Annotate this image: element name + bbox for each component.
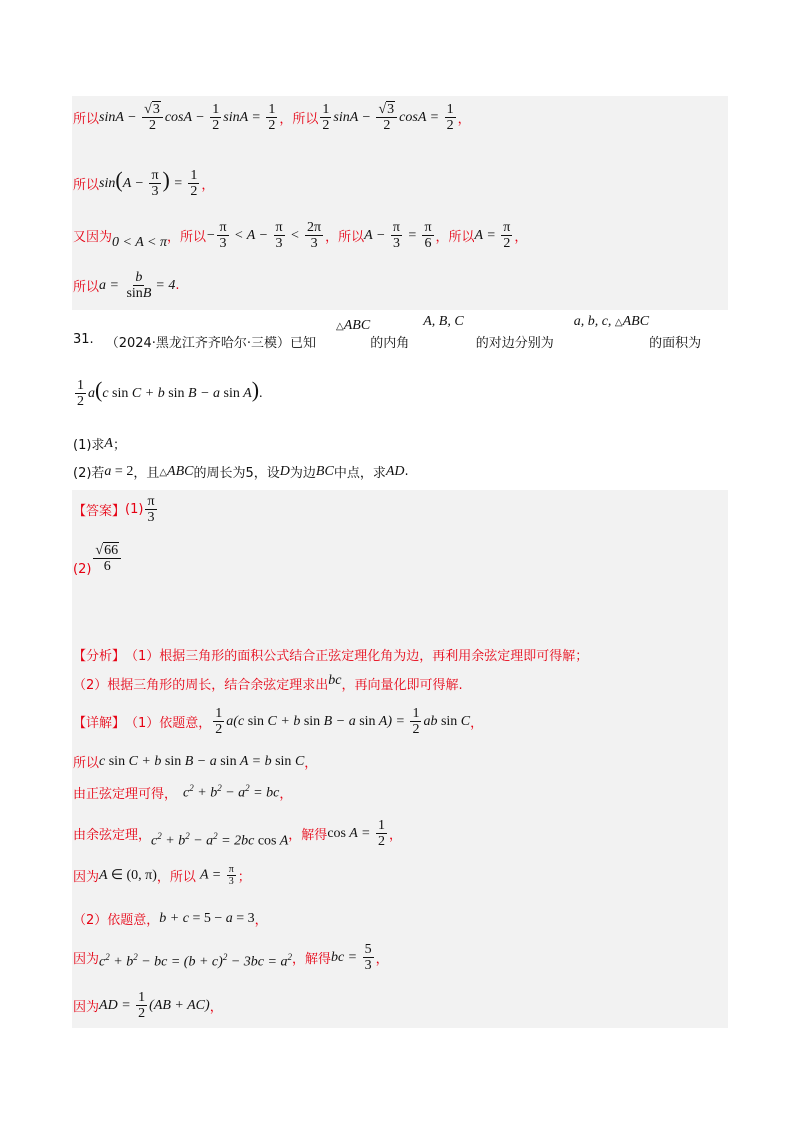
detail-line-4: 由余弦定理， $c^2 + b^2 - a^2 = 2bc$ cos A ，解得 cos A = $\frac{1}{2}$ ， xyxy=(73,818,403,850)
detail-line-7: 因为 $c^2 + b^2$ − bc = $(b + c)^2 - 3bc = a^2$ ，解得 bc = $\frac{5}{3}$ ， xyxy=(73,942,389,974)
solution-line-3: 又因为 0 < A < π ，所以 − $\frac{\pi}{3}$ < A − $\frac{\pi}{3}$ < $\frac{2\pi}{3}$ ，所以 A − $\frac{\pi}{3}$ = $\frac{\pi}{6}$ ，所以 A = $\frac{\pi}{2}$ ， xyxy=(73,220,528,252)
solution-line-4: 所以 a = $\frac{b}{\sin B}$ = 4 . xyxy=(73,270,180,302)
answer-line-1: 【答案】 (1) $\frac{\pi}{3}$ xyxy=(73,494,155,526)
problem-31-statement: 31. （2024·黑龙江齐齐哈尔·三模）已知 △ABC 的内角 A, B, C 的对边分别为 a, b, c, △ABC 的面积为 xyxy=(73,314,702,351)
problem-31-area-formula: $\frac{1}{2}$ a(c sin C + b sin B − a sin A). xyxy=(77,377,263,410)
detail-line-1: 【详解】 （1）依题意， $\frac{1}{2}$ a(c sin C + b sin B − a sin A) = $\frac{1}{2}$ ab sin C ， xyxy=(73,706,484,738)
analysis-line-2: （2）根据三角形的周长，结合余弦定理求出 bc ，再向量化即可得解. xyxy=(73,672,463,693)
analysis-line-1: 【分析】 （1）根据三角形的面积公式结合正弦定理化角为边，再利用余弦定理即可得解； xyxy=(73,649,589,664)
detail-line-8: 因为 AD = $\frac{1}{2}$ (AB + AC) ， xyxy=(73,990,223,1022)
detail-line-5: 因为 A ∈ (0, π) ，所以 A = $\frac{\pi}{3}$ ； xyxy=(73,864,251,887)
detail-line-3: 由正弦定理可得， $c^2 + b^2 - a^2$ = bc ， xyxy=(73,783,293,802)
solution-line-2: 所以 sin(A − $\frac{\pi}{3}$ ) = $\frac{1}{2}$ ， xyxy=(73,167,215,200)
problem-31-part2: (2)若 a = 2 ，且 △ABC 的周长为5，设 D 为边 BC 中点，求 AD . xyxy=(73,463,409,481)
detail-line-6: （2）依题意， b + c = 5 − a = 3 ， xyxy=(73,910,268,928)
answer-line-2: (2) $\frac{√66}{6}$ xyxy=(73,540,123,577)
problem-31-part1: (1)求 A ； xyxy=(73,435,126,453)
solution-line-1: 所以 sinA − $\frac{√3}{2}$ cosA − $\frac{1}{2}$ sinA = $\frac{1}{2}$ ，所以 $\frac{1}{2}$ sinA − $\frac{√3}{2}$ cosA = $\frac{1}{2}$ ， xyxy=(73,102,471,134)
detail-line-2: 所以 c sin C + b sin B − a sin A = b sin C ， xyxy=(73,753,318,771)
